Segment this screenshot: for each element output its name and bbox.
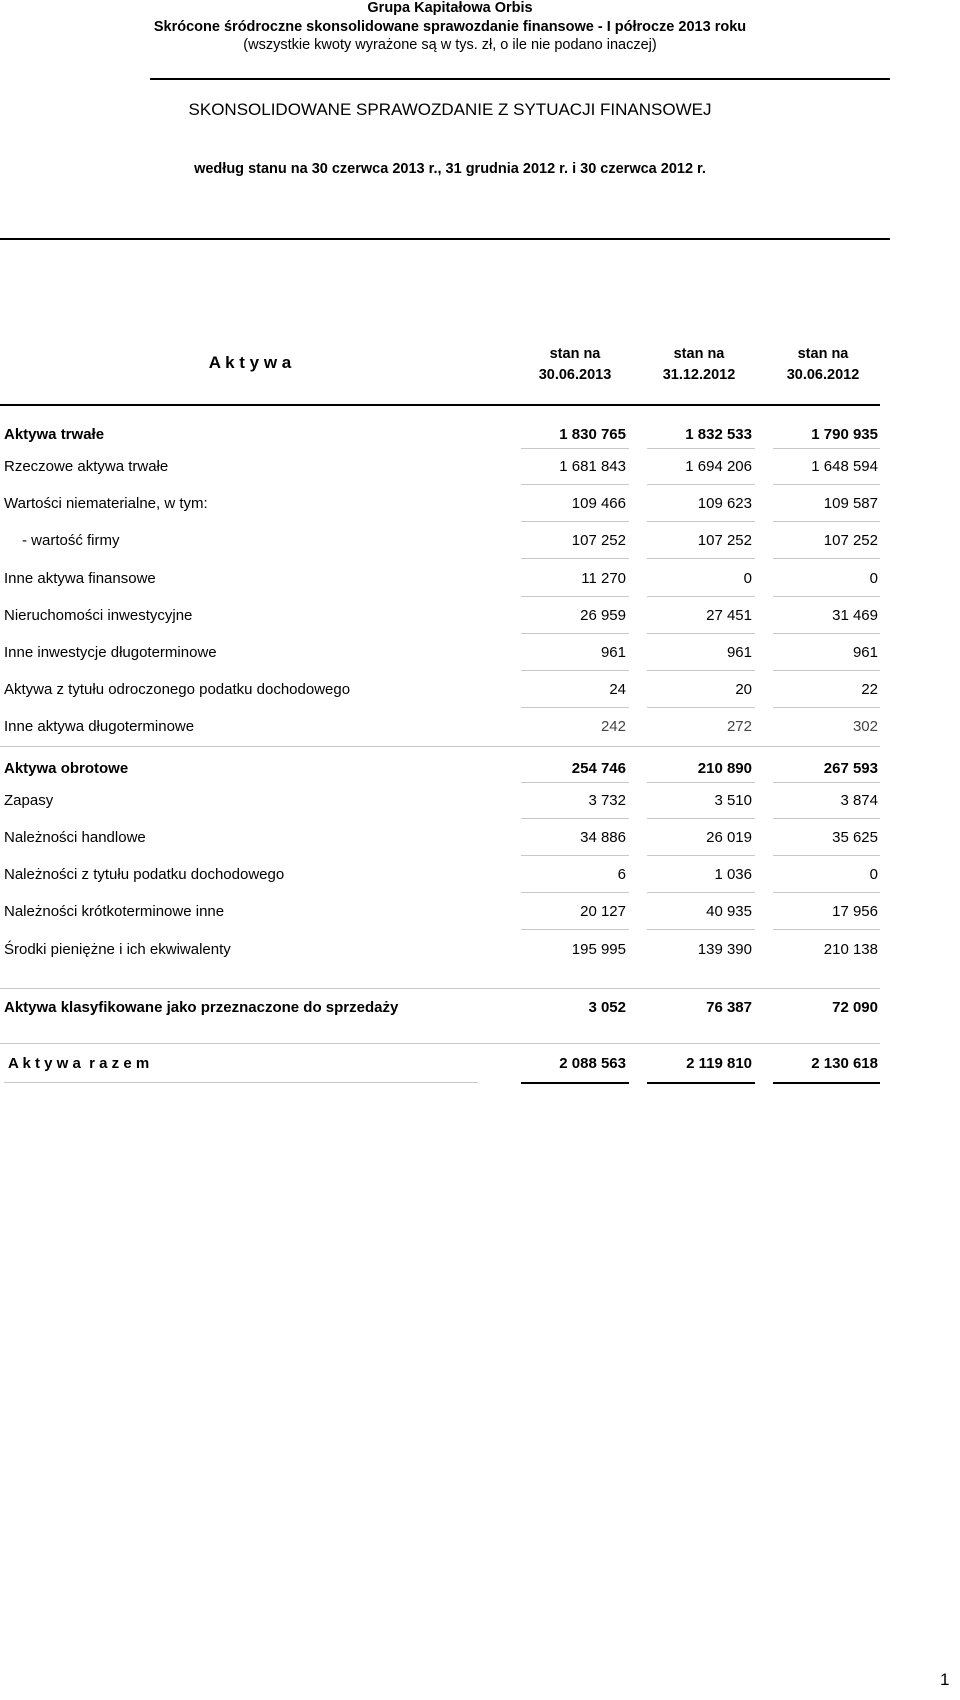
- row-value-col2: 139 390: [697, 941, 752, 958]
- table-row: [0, 607, 880, 627]
- row-value-col1: 1 830 765: [559, 426, 626, 443]
- statement-subtitle: według stanu na 30 czerwca 2013 r., 31 grudnia 2012 r. i 30 czerwca 2012 r.: [194, 161, 706, 177]
- company-name: Grupa Kapitałowa Orbis: [367, 0, 533, 16]
- row-value-col1: 11 270: [581, 570, 626, 587]
- row-value-col3: 961: [852, 644, 878, 661]
- column-header-2-line1: stan na: [673, 346, 725, 362]
- row-value-col3: 2 130 618: [811, 1055, 878, 1072]
- table-row: [0, 941, 880, 961]
- row-label: Zapasy: [4, 792, 54, 809]
- row-label: Inne aktywa długoterminowe: [4, 718, 195, 735]
- row-value-col1: 26 959: [580, 607, 626, 624]
- row-value-col2: 210 890: [697, 760, 752, 777]
- row-value-col3: 0: [869, 570, 878, 587]
- row-value-col3: 1 790 935: [811, 426, 878, 443]
- row-value-col3: 210 138: [823, 941, 878, 958]
- row-value-col1: 24: [609, 681, 626, 698]
- row-label: Nieruchomości inwestycyjne: [4, 607, 193, 624]
- row-value-col3: 17 956: [832, 903, 878, 920]
- table-header-rule: [0, 404, 880, 406]
- row-value-col1: 20 127: [580, 903, 626, 920]
- row-value-col2: 40 935: [706, 903, 752, 920]
- row-label: Inne aktywa finansowe: [4, 570, 156, 587]
- row-value-col2: 1 832 533: [685, 426, 752, 443]
- table-row: [0, 458, 880, 478]
- row-value-col3: 107 252: [823, 532, 878, 549]
- column-header-3: [778, 344, 868, 386]
- row-label: Należności krótkoterminowe inne: [4, 903, 225, 920]
- report-title: Skrócone śródroczne skonsolidowane sprawozdanie finansowe - I półrocze 2013 roku: [153, 19, 747, 35]
- row-value-col1: 961: [600, 644, 626, 661]
- column-header-3-line1: stan na: [797, 346, 849, 362]
- table-row: [0, 644, 880, 664]
- row-label: Środki pieniężne i ich ekwiwalenty: [4, 941, 231, 958]
- column-header-2: [654, 344, 744, 386]
- row-value-col2: 0: [743, 570, 752, 587]
- row-value-col3: 302: [852, 718, 878, 735]
- row-label: Rzeczowe aktywa trwałe: [4, 458, 169, 475]
- row-label: - wartość firmy: [22, 532, 120, 549]
- table-row: [0, 829, 880, 849]
- row-value-col2: 26 019: [706, 829, 752, 846]
- table-row: [0, 532, 880, 552]
- row-value-col3: 35 625: [832, 829, 878, 846]
- row-value-col2: 76 387: [706, 999, 752, 1016]
- row-value-col2: 961: [726, 644, 752, 661]
- row-value-col2: 27 451: [706, 607, 752, 624]
- row-label: Aktywa obrotowe: [4, 760, 129, 777]
- table-row: [0, 681, 880, 701]
- column-header-1-line2: 30.06.2013: [538, 367, 612, 383]
- row-value-col3: 267 593: [823, 760, 878, 777]
- table-row: [0, 792, 880, 812]
- row-label: Inne inwestycje długoterminowe: [4, 644, 217, 661]
- table-row: [0, 903, 880, 923]
- statement-title: SKONSOLIDOWANE SPRAWOZDANIE Z SYTUACJI FINANSOWEJ: [188, 100, 712, 119]
- table-row: [0, 495, 880, 515]
- column-header-1: [530, 344, 620, 386]
- table-row: [0, 570, 880, 590]
- row-value-col2: 1 694 206: [685, 458, 752, 475]
- units-note: (wszystkie kwoty wyrażone są w tys. zł, o ile nie podano inaczej): [243, 37, 657, 53]
- table-row: [0, 866, 880, 886]
- row-value-col2: 2 119 810: [686, 1055, 752, 1072]
- row-value-col2: 107 252: [697, 532, 752, 549]
- table-row: [0, 718, 880, 738]
- row-value-col1: 254 746: [571, 760, 626, 777]
- row-value-col1: 195 995: [571, 941, 626, 958]
- table-row: [0, 426, 880, 446]
- row-value-col1: 2 088 563: [559, 1055, 626, 1072]
- column-header-2-line2: 31.12.2012: [662, 367, 736, 383]
- row-value-col2: 20: [735, 681, 752, 698]
- row-value-col1: 107 252: [571, 532, 626, 549]
- row-value-col1: 6: [617, 866, 626, 883]
- row-value-col1: 34 886: [580, 829, 626, 846]
- row-value-col1: 1 681 843: [559, 458, 626, 475]
- row-label: A k t y w a r a z e m: [8, 1055, 150, 1072]
- row-label: Aktywa trwałe: [4, 426, 105, 443]
- row-value-col2: 272: [726, 718, 752, 735]
- row-value-col1: 3 732: [588, 792, 626, 809]
- row-label: Aktywa klasyfikowane jako przeznaczone do sprzedaży: [4, 999, 399, 1016]
- table-row: [0, 999, 880, 1019]
- header-rule: [150, 78, 890, 80]
- row-value-col3: 109 587: [823, 495, 878, 512]
- row-label: Wartości niematerialne, w tym:: [4, 495, 208, 512]
- row-label: Należności handlowe: [4, 829, 146, 846]
- row-label: Aktywa z tytułu odroczonego podatku dochodowego: [4, 681, 351, 698]
- row-value-col3: 72 090: [832, 999, 878, 1016]
- column-header-1-line1: stan na: [549, 346, 601, 362]
- table-row-total: [0, 1055, 880, 1075]
- row-value-col2: 109 623: [697, 495, 752, 512]
- assets-section-title: A k t y w a: [208, 353, 292, 372]
- row-value-col3: 31 469: [832, 607, 878, 624]
- row-value-col1: 109 466: [571, 495, 626, 512]
- row-value-col1: 3 052: [588, 999, 626, 1016]
- page-number: 1: [940, 1670, 950, 1689]
- table-row: [0, 760, 880, 780]
- top-rule: [0, 238, 890, 240]
- row-value-col3: 22: [861, 681, 878, 698]
- row-value-col3: 3 874: [840, 792, 878, 809]
- row-value-col2: 1 036: [714, 866, 752, 883]
- column-header-3-line2: 30.06.2012: [786, 367, 860, 383]
- row-value-col1: 242: [600, 718, 626, 735]
- row-label: Należności z tytułu podatku dochodowego: [4, 866, 285, 883]
- row-value-col3: 1 648 594: [811, 458, 878, 475]
- row-value-col2: 3 510: [714, 792, 752, 809]
- row-value-col3: 0: [869, 866, 878, 883]
